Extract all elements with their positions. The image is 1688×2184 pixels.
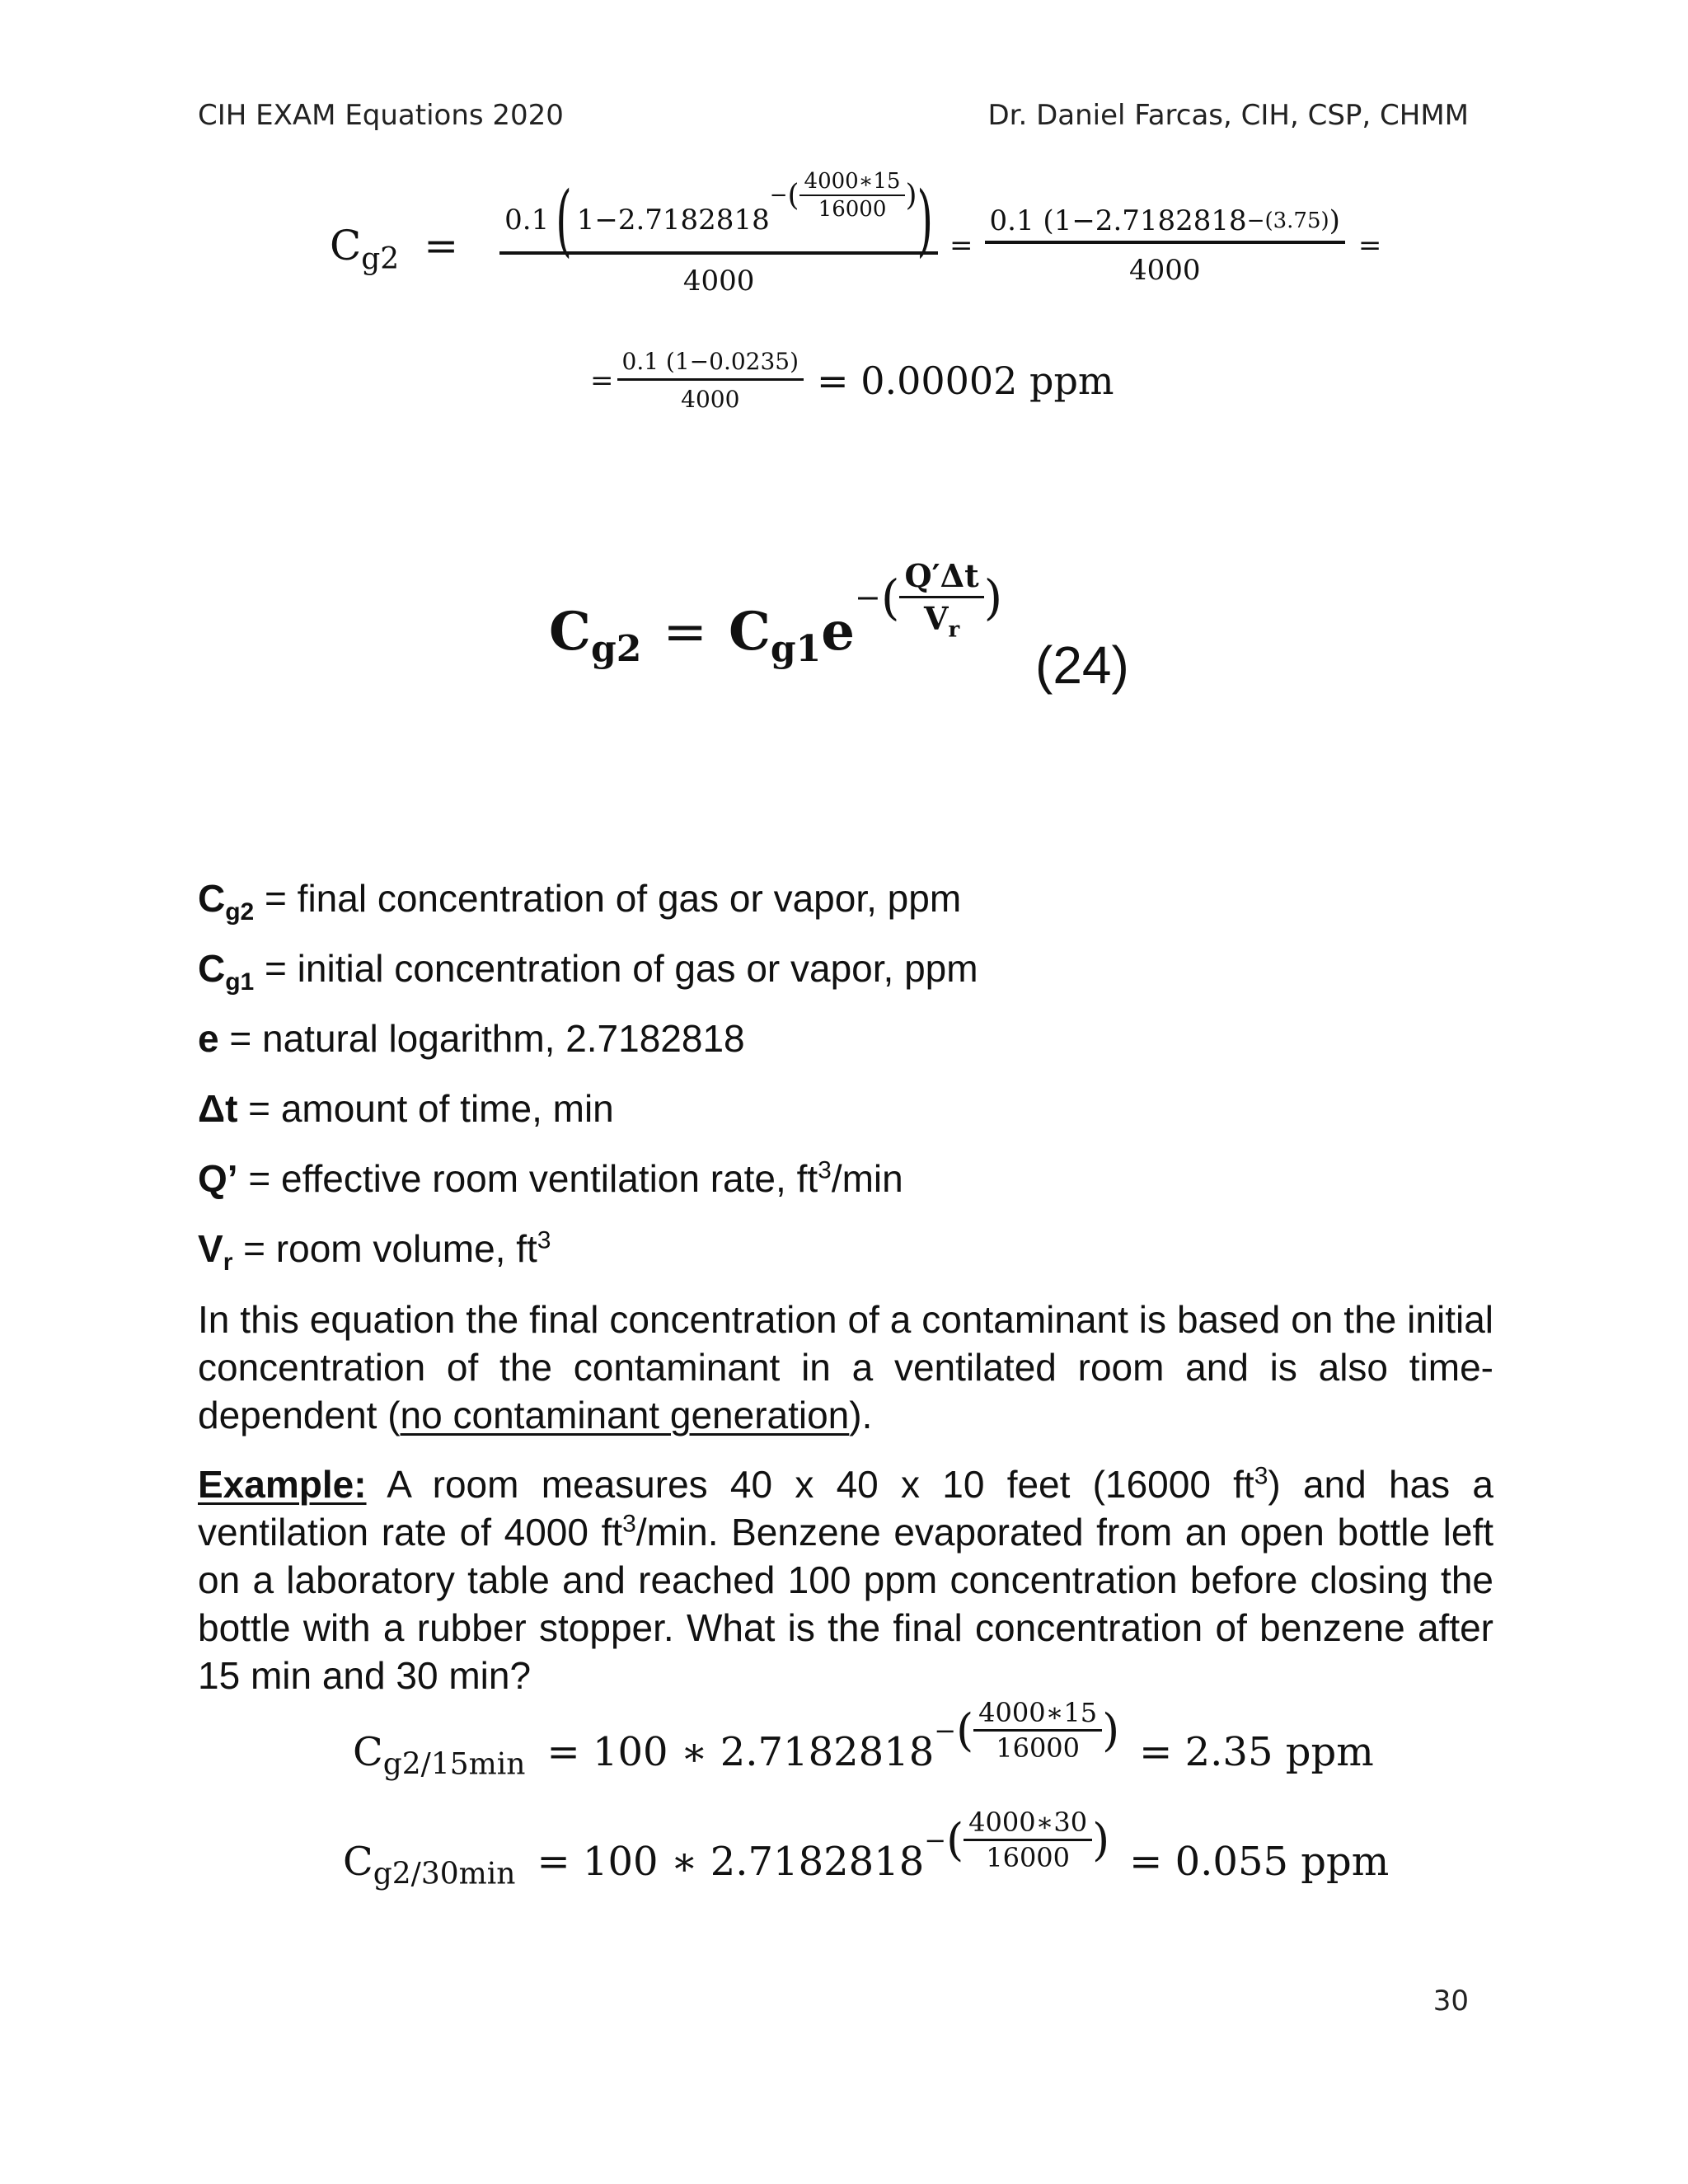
calc-top-line2 (590, 348, 1114, 413)
example-label: Example: (198, 1463, 367, 1506)
definition-vr: $V_r$ = room volume, $ft^3$ (198, 1226, 551, 1277)
definition-q-prime: Q’ = effective room ventilation rate, $ft^3/\min$ (198, 1156, 903, 1200)
main-eq-lhs: $C_{g2}$ (549, 601, 642, 670)
calc-30min-lhs: $C_{g2/30min}$ (343, 1838, 516, 1891)
calc-top-fraction-1: 0.1 ( 1−2.7182818 − ( $\frac{4000∗15}{16000}$ ) ) 4000 (499, 194, 938, 298)
calc-top-fraction-2: 0.1 (1−2.7182818 −(3.75) ) 4000 (985, 204, 1345, 287)
calc-30min-result: = 0.055 ppm (1129, 1838, 1390, 1885)
main-eq-exponent: − ( $\frac{Q'\Delta t}{V_r}$ ) (855, 557, 1003, 643)
definition-cg1: $C_{g1}$ = initial concentration of gas or vapor, ppm (198, 947, 978, 996)
calc-top-lhs: $C_{g2}$ (330, 222, 400, 276)
explanation-paragraph: In this equation the final concentration of a contaminant is based on the initial concentration of the contaminant in a ventilated room and is also time-dependent (no contaminant generation). (198, 1298, 1493, 1436)
calc-top-eq: = (424, 222, 459, 269)
calc-15min-result: = 2.35 ppm (1139, 1728, 1374, 1775)
header-right: Dr. Daniel Farcas, CIH, CSP, CHMM (987, 99, 1469, 132)
definition-delta-t: Δt = amount of time, min (198, 1087, 614, 1130)
definition-e: e = natural logarithm, 2.7182818 (198, 1017, 745, 1060)
calc-30min (343, 1807, 1390, 1895)
calc-top-line1 (330, 169, 1382, 298)
main-equation (549, 557, 1003, 672)
main-eq-e: e (821, 601, 855, 663)
main-eq-equals: = (663, 601, 707, 663)
definition-cg2: $C_{g2}$ = final concentration of gas or vapor, ppm (198, 877, 962, 926)
calc-top-result: = 0.00002 ppm (817, 358, 1114, 403)
equation-number: (24) (1035, 635, 1129, 695)
calc-30min-exponent: − ( $\frac{4000∗30}{16000}$ ) (924, 1807, 1110, 1873)
calc-top-fraction-3: $\frac{0.1 (1-0.0235)}{4000}$ (617, 348, 804, 413)
calc-top-eq3: = (1357, 229, 1382, 262)
calc-top-line2-eq: = (590, 363, 614, 397)
calc-15min-rhs: = 100 ∗ 2.7182818 (546, 1728, 935, 1775)
example-paragraph: Example: A room measures 40 x 40 x 10 feet (16000 $ft^3$) and has a ventilation rate of 4000 $ft^3/\min$. Benzene evaporated from an open bottle left on a laboratory table and reached 100 ppm concentration before closing the bottle with a rubber stopper. What is the final concentration of benzene after 15 min and 30 min? (198, 1462, 1494, 1697)
no-generation-underlined: no contaminant generation (400, 1394, 850, 1436)
page-number: 30 (1432, 1985, 1469, 2018)
definitions-list (198, 874, 978, 1294)
calc-15min-lhs: $C_{g2/15min}$ (353, 1728, 526, 1782)
main-eq-cg1: $C_{g1}$ (728, 601, 822, 670)
calc-15min-exponent: − ( $\frac{4000∗15}{16000}$ ) (934, 1697, 1120, 1764)
calc-15min (353, 1697, 1374, 1785)
calc-30min-rhs: = 100 ∗ 2.7182818 (537, 1838, 925, 1885)
header-left: CIH EXAM Equations 2020 (198, 99, 564, 132)
calc-top-eq2: = (950, 229, 973, 262)
